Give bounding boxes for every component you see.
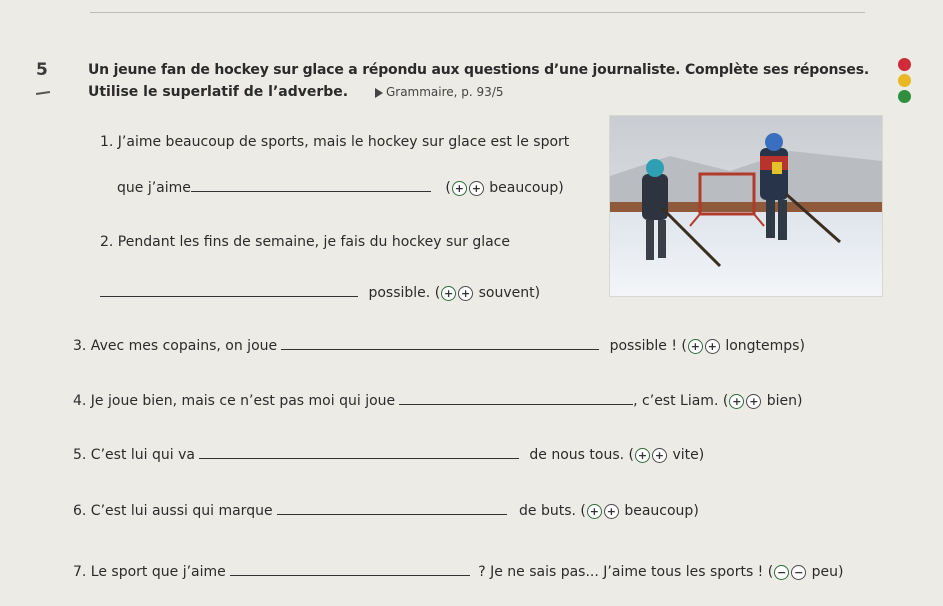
plus-icon: + (688, 339, 703, 354)
item-7-hint: peu) (811, 564, 844, 580)
item-4-suffix: , c’est Liam. (633, 393, 719, 409)
item-5-blank[interactable] (199, 457, 519, 459)
exercise-number: 5 (36, 60, 48, 80)
item-1-blank[interactable] (191, 190, 431, 192)
item-4-blank[interactable] (399, 403, 633, 405)
item-4-prefix: 4. Je joue bien, mais ce n’est pas moi qui joue (73, 393, 396, 409)
plus-icon: + (441, 286, 456, 301)
difficulty-indicator (898, 58, 911, 106)
item-1-prefix: que j’aime (117, 180, 191, 196)
plus-icon: + (652, 448, 667, 463)
item-7-prefix: 7. Le sport que j’aime (73, 564, 226, 580)
item-5-paren-open: ( (628, 447, 635, 463)
item-6-line (73, 503, 699, 519)
difficulty-dot-green (898, 90, 911, 103)
exercise-dash (36, 91, 50, 95)
plus-icon: + (705, 339, 720, 354)
item-3-paren-open: ( (681, 338, 687, 354)
plus-icon: + (729, 394, 744, 409)
instruction-1: Un jeune fan de hockey sur glace a répondu aux questions d’une journaliste. Complète ses réponses. (88, 62, 869, 78)
item-2-line-b (100, 285, 540, 301)
item-6-paren-open: ( (580, 503, 586, 519)
item-7-line (73, 564, 844, 580)
hockey-players-illustration (610, 116, 882, 296)
item-6-prefix: 6. C’est lui aussi qui marque (73, 503, 273, 519)
plus-icon: + (458, 286, 473, 301)
item-3-suffix: possible ! (609, 338, 677, 354)
top-rule (90, 12, 865, 13)
item-3-line (73, 338, 805, 354)
item-4-paren-open: ( (722, 393, 729, 409)
grammar-reference-text: Grammaire, p. 93/5 (385, 85, 504, 99)
plus-icon: + (604, 504, 619, 519)
item-5-line (73, 447, 704, 463)
plus-icon: + (452, 181, 467, 196)
item-1-line-a: 1. J’aime beaucoup de sports, mais le hockey sur glace est le sport (100, 134, 570, 150)
plus-icon: + (635, 448, 650, 463)
instruction-2-text: Utilise le superlatif de l’adverbe. (88, 84, 349, 100)
item-2-paren-open: ( (434, 285, 441, 301)
item-5-hint: vite) (672, 447, 705, 463)
minus-icon: − (774, 565, 789, 580)
item-4-line (73, 393, 803, 409)
plus-icon: + (587, 504, 602, 519)
item-1-line-b (117, 180, 564, 196)
item-2-hint: souvent) (478, 285, 541, 301)
minus-icon: − (791, 565, 806, 580)
difficulty-dot-yellow (898, 74, 911, 87)
item-2-suffix: possible. (368, 285, 431, 301)
item-1-paren-open: ( (445, 180, 451, 196)
item-7-blank[interactable] (230, 574, 470, 576)
item-5-suffix: de nous tous. (529, 447, 625, 463)
item-1-hint: beaucoup) (489, 180, 564, 196)
item-6-suffix: de buts. (519, 503, 576, 519)
item-4-hint: bien) (766, 393, 803, 409)
item-3-prefix: 3. Avec mes copains, on joue (73, 338, 278, 354)
item-7-paren-open: ( (767, 564, 774, 580)
difficulty-dot-red (898, 58, 911, 71)
plus-icon: + (469, 181, 484, 196)
instruction-2 (88, 84, 504, 100)
item-2-line-a: 2. Pendant les fins de semaine, je fais du hockey sur glace (100, 234, 510, 250)
arrow-right-icon (375, 88, 383, 98)
item-7-suffix: ? Je ne sais pas... J’aime tous les sports ! (478, 564, 764, 580)
item-3-hint: longtemps) (725, 338, 805, 354)
item-6-hint: beaucoup) (624, 503, 699, 519)
plus-icon: + (746, 394, 761, 409)
item-6-blank[interactable] (277, 513, 507, 515)
grammar-reference[interactable] (375, 85, 504, 99)
hockey-photo (610, 116, 882, 296)
item-5-prefix: 5. C’est lui qui va (73, 447, 195, 463)
item-2-blank[interactable] (100, 295, 358, 297)
item-3-blank[interactable] (281, 348, 599, 350)
